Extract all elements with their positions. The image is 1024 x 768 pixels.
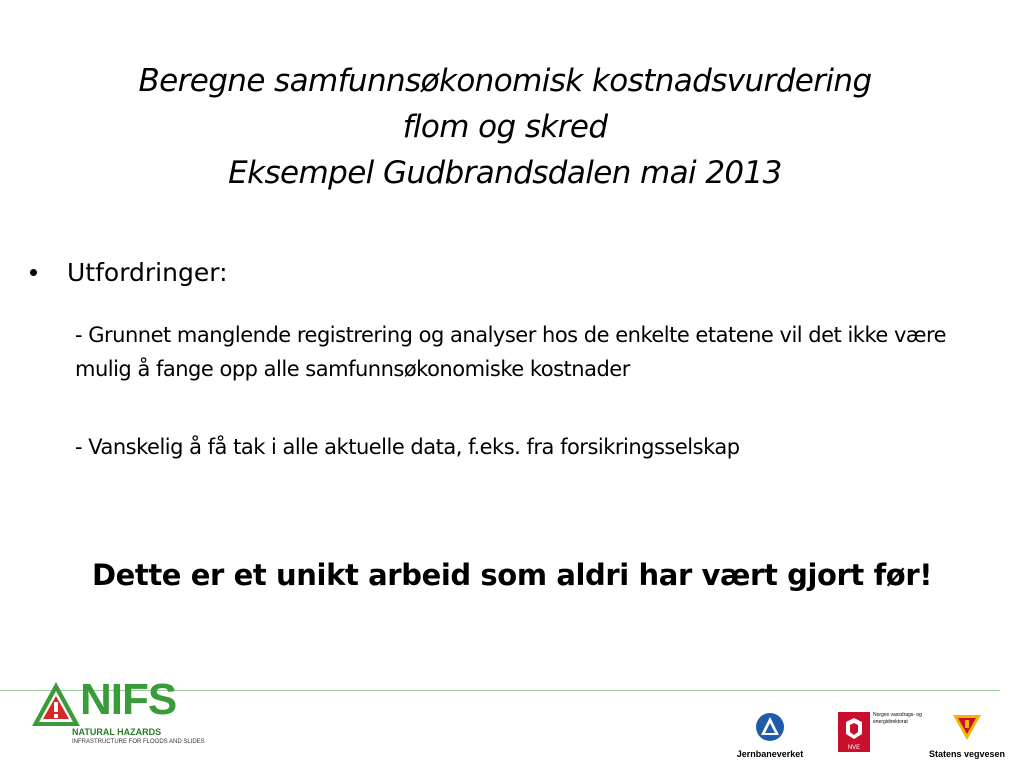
warning-triangle-icon: [30, 679, 82, 731]
bullet-dot-icon: [30, 269, 37, 276]
bullet-label: Utfordringer:: [67, 258, 228, 287]
jernbaneverket-logo: [725, 712, 815, 759]
nve-abbr: NVE: [847, 745, 861, 751]
nifs-tagline: INFRASTRUCTURE FOR FLOODS AND SLIDES: [72, 739, 205, 745]
jernbaneverket-label: Jernbaneverket: [736, 749, 804, 759]
nve-label: Norges vassdrags- og energidirektorat: [873, 712, 922, 725]
title-line-2: flom og skred: [402, 109, 608, 145]
statens-vegvesen-label: Statens vegvesen: [928, 749, 1006, 759]
statens-vegvesen-logo: [922, 712, 1012, 759]
nifs-logo: [30, 675, 220, 750]
closing-statement: Dette er et unikt arbeid som aldri har vært gjort før!: [91, 558, 933, 592]
nifs-wordmark: NIFS: [80, 675, 177, 724]
title-line-1: Beregne samfunnsøkonomisk kostnadsvurdering: [138, 63, 872, 99]
slide-title: [100, 58, 910, 196]
bullet-item: [30, 258, 228, 287]
nve-emblem-icon: [838, 712, 870, 752]
paragraph-registration: - Grunnet manglende registrering og analyser hos de enkelte etatene vil det ikke være mulig å fange opp alle samfunnsøkonomiske kostnader: [75, 323, 947, 381]
nve-logo: [838, 712, 928, 757]
title-line-3: Eksempel Gudbrandsdalen mai 2013: [228, 155, 782, 191]
statens-vegvesen-emblem-icon: [950, 712, 984, 742]
nifs-subtitle: NATURAL HAZARDS: [72, 727, 162, 737]
jernbaneverket-emblem-icon: [755, 712, 785, 742]
paragraph-data-access: - Vanskelig å få tak i alle aktuelle data, f.eks. fra forsikringsselskap: [75, 435, 740, 459]
